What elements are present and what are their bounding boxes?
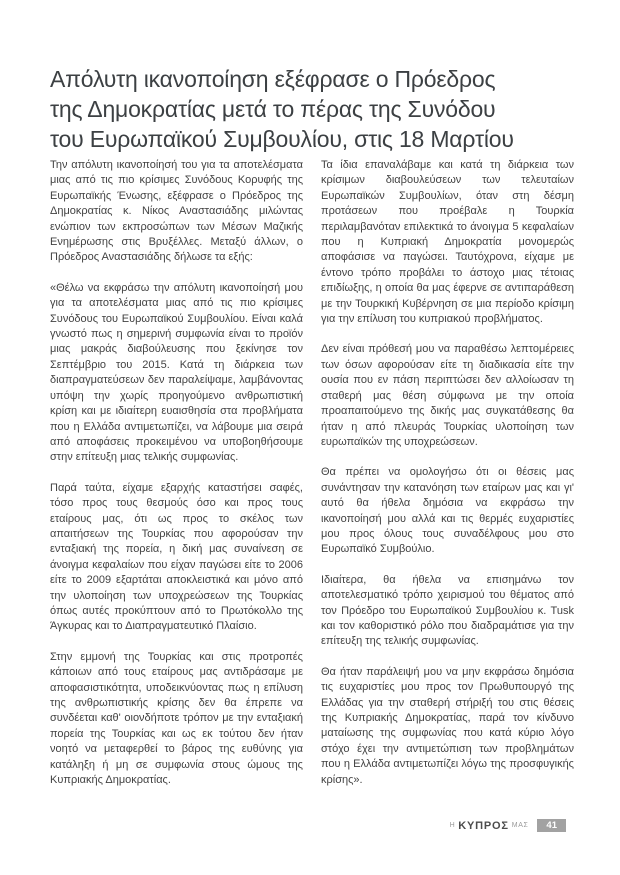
article-title — [50, 64, 590, 154]
paragraph: Παρά ταύτα, είχαμε εξαρχής καταστήσει σαφές, τόσο προς τους θεσμούς όσο και προς τους εταίρους μας, ότι ως προς το σκέλος των απαιτήσεων της Τουρκίας που αφορούσαν την ενταξιακή της πορεία, η δική μας συναίνεση σε άνοιγμα κεφαλαίων που είχαν παγώσει είτε το 2006 είτε το 2009 εξαρτάται αποκλειστικά και μόνο από την υλοποίηση των υποχρεώσεων της Τουρκίας όπως αυτές προκύπτουν από το Πρωτόκολλο της Άγκυρας και το Διαπραγματευτικό Πλαίσιο. — [50, 481, 303, 633]
paragraph: Την απόλυτη ικανοποίησή του για τα αποτελέσματα μιας από τις πιο κρίσιμες Συνόδους Κορυφής της Ευρωπαϊκής Ένωσης, εξέφρασε ο Πρόεδρος της Δημοκρατίας κ. Νίκος Αναστασιάδης μιλώντας ενώπιον των εκπροσώπων των Μέσων Μαζικής Ενημέρωσης στις Βρυξέλλες. Μεταξύ άλλων, ο Πρόεδρος Αναστασιάδης δήλωσε τα εξής: — [50, 159, 303, 264]
paragraph: Θα πρέπει να ομολογήσω ότι οι θέσεις μας συνάντησαν την κατανόηση των εταίρων μας και γι' αυτό θα ήθελα δημόσια να εκφράσω την ικανοποίησή μου αλλά και τις θερμές ευχαριστίες μου προς όλους τους συναδέλφους μου στο Ευρωπαϊκό Συμβούλιο. — [321, 466, 574, 556]
paragraph: Στην εμμονή της Τουρκίας και στις προτροπές κάποιων από τους εταίρους μας αντιδράσαμε με αποφασιστικότητα, υποδεικνύοντας πως η επίλυση της ανθρωπιστικής κρίσης δεν θα έπρεπε να συνδέεται καθ' οιονδήποτε τρόπον με την ενταξιακή πορεία της Τουρκίας και ως εκ τούτου δεν ήταν νοητό να μεταφερθεί το βάρος της ευθύνης για κατάληξη ή μη σε συμφωνία στους ώμους της Κυπριακής Δημοκρατίας. — [50, 650, 303, 787]
paragraph: «Θέλω να εκφράσω την απόλυτη ικανοποίησή μου για τα αποτελέσματα μιας από τις πιο κρίσιμες Συνόδους του Ευρωπαϊκού Συμβουλίου. Είναι καλά γνωστό πως η σημερινή συμφωνία είναι το προϊόν μιας μακράς διαβούλευσης που ξεκίνησε τον Σεπτέμβριο του 2015. Κατά τη διάρκεια των διαπραγματεύσεων δεν παραλείψαμε, λαμβάνοντας υπόψη την χωρίς προηγούμενο ανθρωπιστική κρίση και με ιδιαίτερη ευαισθησία στα προβλήματα που η Ελλάδα αντιμετωπίζει, να λάβουμε μια σειρά από αποφάσεις προκειμένου να υποβοηθήσουμε στην επίτευξη μιας τελικής συμφωνίας. — [50, 281, 303, 464]
footer-prefix: Η — [449, 822, 456, 829]
page-number-badge: 41 — [537, 819, 566, 832]
article-body — [50, 158, 574, 803]
page-footer — [447, 819, 566, 832]
paragraph: Θα ήταν παράλειψή μου να μην εκφράσω δημόσια τις ευχαριστίες μου προς τον Πρωθυπουργό της Ελλάδας για την σταθερή στήριξή του στις θέσεις της Κυπριακής Δημοκρατίας, παρά τον κίνδυνο ματαίωσης της συμφωνίας που κατά κύριο λόγο στόχο έχει την αντιμετώπιση των προβλημάτων που η Ελλάδα αντιμετωπίζει λόγω της προσφυγικής κρίσης». — [321, 665, 574, 786]
article-title-line-1: Απόλυτη ικανοποίηση εξέφρασε ο Πρόεδρος — [50, 66, 496, 92]
article-title-line-2: της Δημοκρατίας μετά το πέρας της Συνόδου — [50, 96, 496, 122]
footer-suffix: ΜΑΣ — [511, 822, 529, 829]
paragraph: Ιδιαίτερα, θα ήθελα να επισημάνω τον αποτελεσματικό τρόπο χειρισμού του θέματος από τον Πρόεδρο του Ευρωπαϊκού Συμβουλίου κ. Tusk και τον καθοριστικό ρόλο που διαδραμάτισε για την επίτευξη της τελικής συμφωνίας. — [321, 573, 574, 648]
paragraph: Τα ίδια επαναλάβαμε και κατά τη διάρκεια των κρίσιμων διαβουλεύσεων των τελευταίων Ευρωπαϊκών Συμβουλίων, όταν στη δέσμη προτάσεων που προέβαλε η Τουρκία περιλαμβανόταν επιλεκτικά το άνοιγμα 5 κεφαλαίων που η Κυπριακή Δημοκρατία μονομερώς αποφάσισε να παγώσει. Ταυτόχρονα, είχαμε με έντονο τρόπο προβάλει το άστοχο μιας τέτοιας επιδίωξης, η οποία θα μας έφερνε σε αντιπαράθεση με την Τουρκική Κυβέρνηση σε μια περίοδο κρίσιμη για την επίλυση του κυπριακού προβλήματος. — [321, 159, 574, 326]
paragraph: Δεν είναι πρόθεσή μου να παραθέσω λεπτομέρειες των όσων αφορούσαν είτε τη διαδικασία είτε την ουσία που εν πάση περιπτώσει δεν αλλοίωσαν τη σταθερή μας θέση σύμφωνα με την οποία προαπαιτούμενο της δικής μας συγκατάθεσης θα ήταν η από πλευράς Τουρκίας υλοποίηση των ευρωπαϊκών της υποχρεώσεων. — [321, 343, 574, 448]
article-column-left — [50, 158, 303, 803]
footer-magazine-name: ΚΥΠΡΟΣ — [458, 819, 509, 832]
article-column-right — [321, 158, 574, 803]
article-title-line-3: του Ευρωπαϊκού Συμβουλίου, στις 18 Μαρτίου — [50, 126, 514, 152]
